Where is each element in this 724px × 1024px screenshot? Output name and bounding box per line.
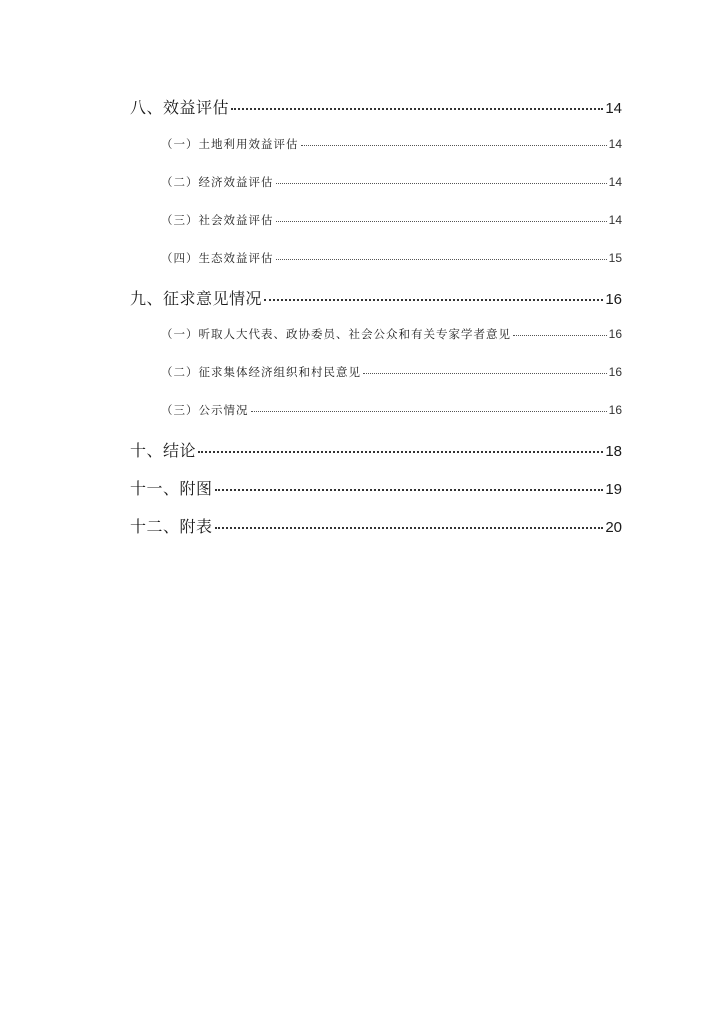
toc-dot-leader xyxy=(276,171,607,184)
toc-page-number: 18 xyxy=(605,443,622,460)
toc-entry-title: （二）征求集体经济组织和村民意见 xyxy=(161,364,361,379)
toc-page-number: 14 xyxy=(608,174,622,189)
toc-entry-title: 八、效益评估 xyxy=(130,98,230,117)
toc-entry-title: 九、征求意见情况 xyxy=(130,289,263,308)
toc-entry-section-8[interactable] xyxy=(130,95,622,118)
toc-entry-section-8-2[interactable] xyxy=(161,173,622,190)
toc-entry-section-9-3[interactable] xyxy=(161,401,622,418)
toc-page-number: 16 xyxy=(605,291,622,308)
toc-page-number: 16 xyxy=(608,326,622,341)
toc-dot-leader xyxy=(513,323,607,336)
toc-entry-section-9[interactable] xyxy=(130,286,622,309)
toc-dot-leader xyxy=(264,283,603,301)
toc-entry-title: （三）公示情况 xyxy=(161,402,249,417)
toc-entry-title: （三）社会效益评估 xyxy=(161,212,274,227)
toc-entry-section-8-3[interactable] xyxy=(161,211,622,228)
toc-page-number: 16 xyxy=(608,364,622,379)
toc-entry-section-8-4[interactable] xyxy=(161,249,622,266)
toc-dot-leader xyxy=(301,133,607,146)
toc-dot-leader xyxy=(198,435,603,453)
toc-dot-leader xyxy=(215,473,604,491)
toc-page-number: 16 xyxy=(608,402,622,417)
toc-entry-title: （一）土地利用效益评估 xyxy=(161,136,299,151)
toc-entry-section-11[interactable] xyxy=(130,476,622,499)
toc-page-number: 15 xyxy=(608,250,622,265)
toc-dot-leader xyxy=(363,361,607,374)
toc-dot-leader xyxy=(251,399,607,412)
toc-entry-title: （二）经济效益评估 xyxy=(161,174,274,189)
toc-dot-leader xyxy=(231,92,603,110)
toc-page-number: 20 xyxy=(605,519,622,536)
toc-page-number: 14 xyxy=(608,212,622,227)
toc-dot-leader xyxy=(276,247,607,260)
toc-page-number: 14 xyxy=(605,100,622,117)
toc-entry-title: （四）生态效益评估 xyxy=(161,250,274,265)
toc-entry-section-12[interactable] xyxy=(130,514,622,537)
toc-entry-title: 十一、附图 xyxy=(130,479,213,498)
toc-dot-leader xyxy=(276,209,607,222)
toc-entry-title: 十、结论 xyxy=(130,441,197,460)
toc-entry-section-8-1[interactable] xyxy=(161,135,622,152)
toc-entry-section-9-1[interactable] xyxy=(161,325,622,342)
toc-dot-leader xyxy=(215,511,604,529)
toc-entry-section-10[interactable] xyxy=(130,438,622,461)
toc-entry-section-9-2[interactable] xyxy=(161,363,622,380)
toc-entry-title: （一）听取人大代表、政协委员、社会公众和有关专家学者意见 xyxy=(161,326,511,341)
toc-page-number: 19 xyxy=(605,481,622,498)
toc-page-number: 14 xyxy=(608,136,622,151)
toc-entry-title: 十二、附表 xyxy=(130,517,213,536)
